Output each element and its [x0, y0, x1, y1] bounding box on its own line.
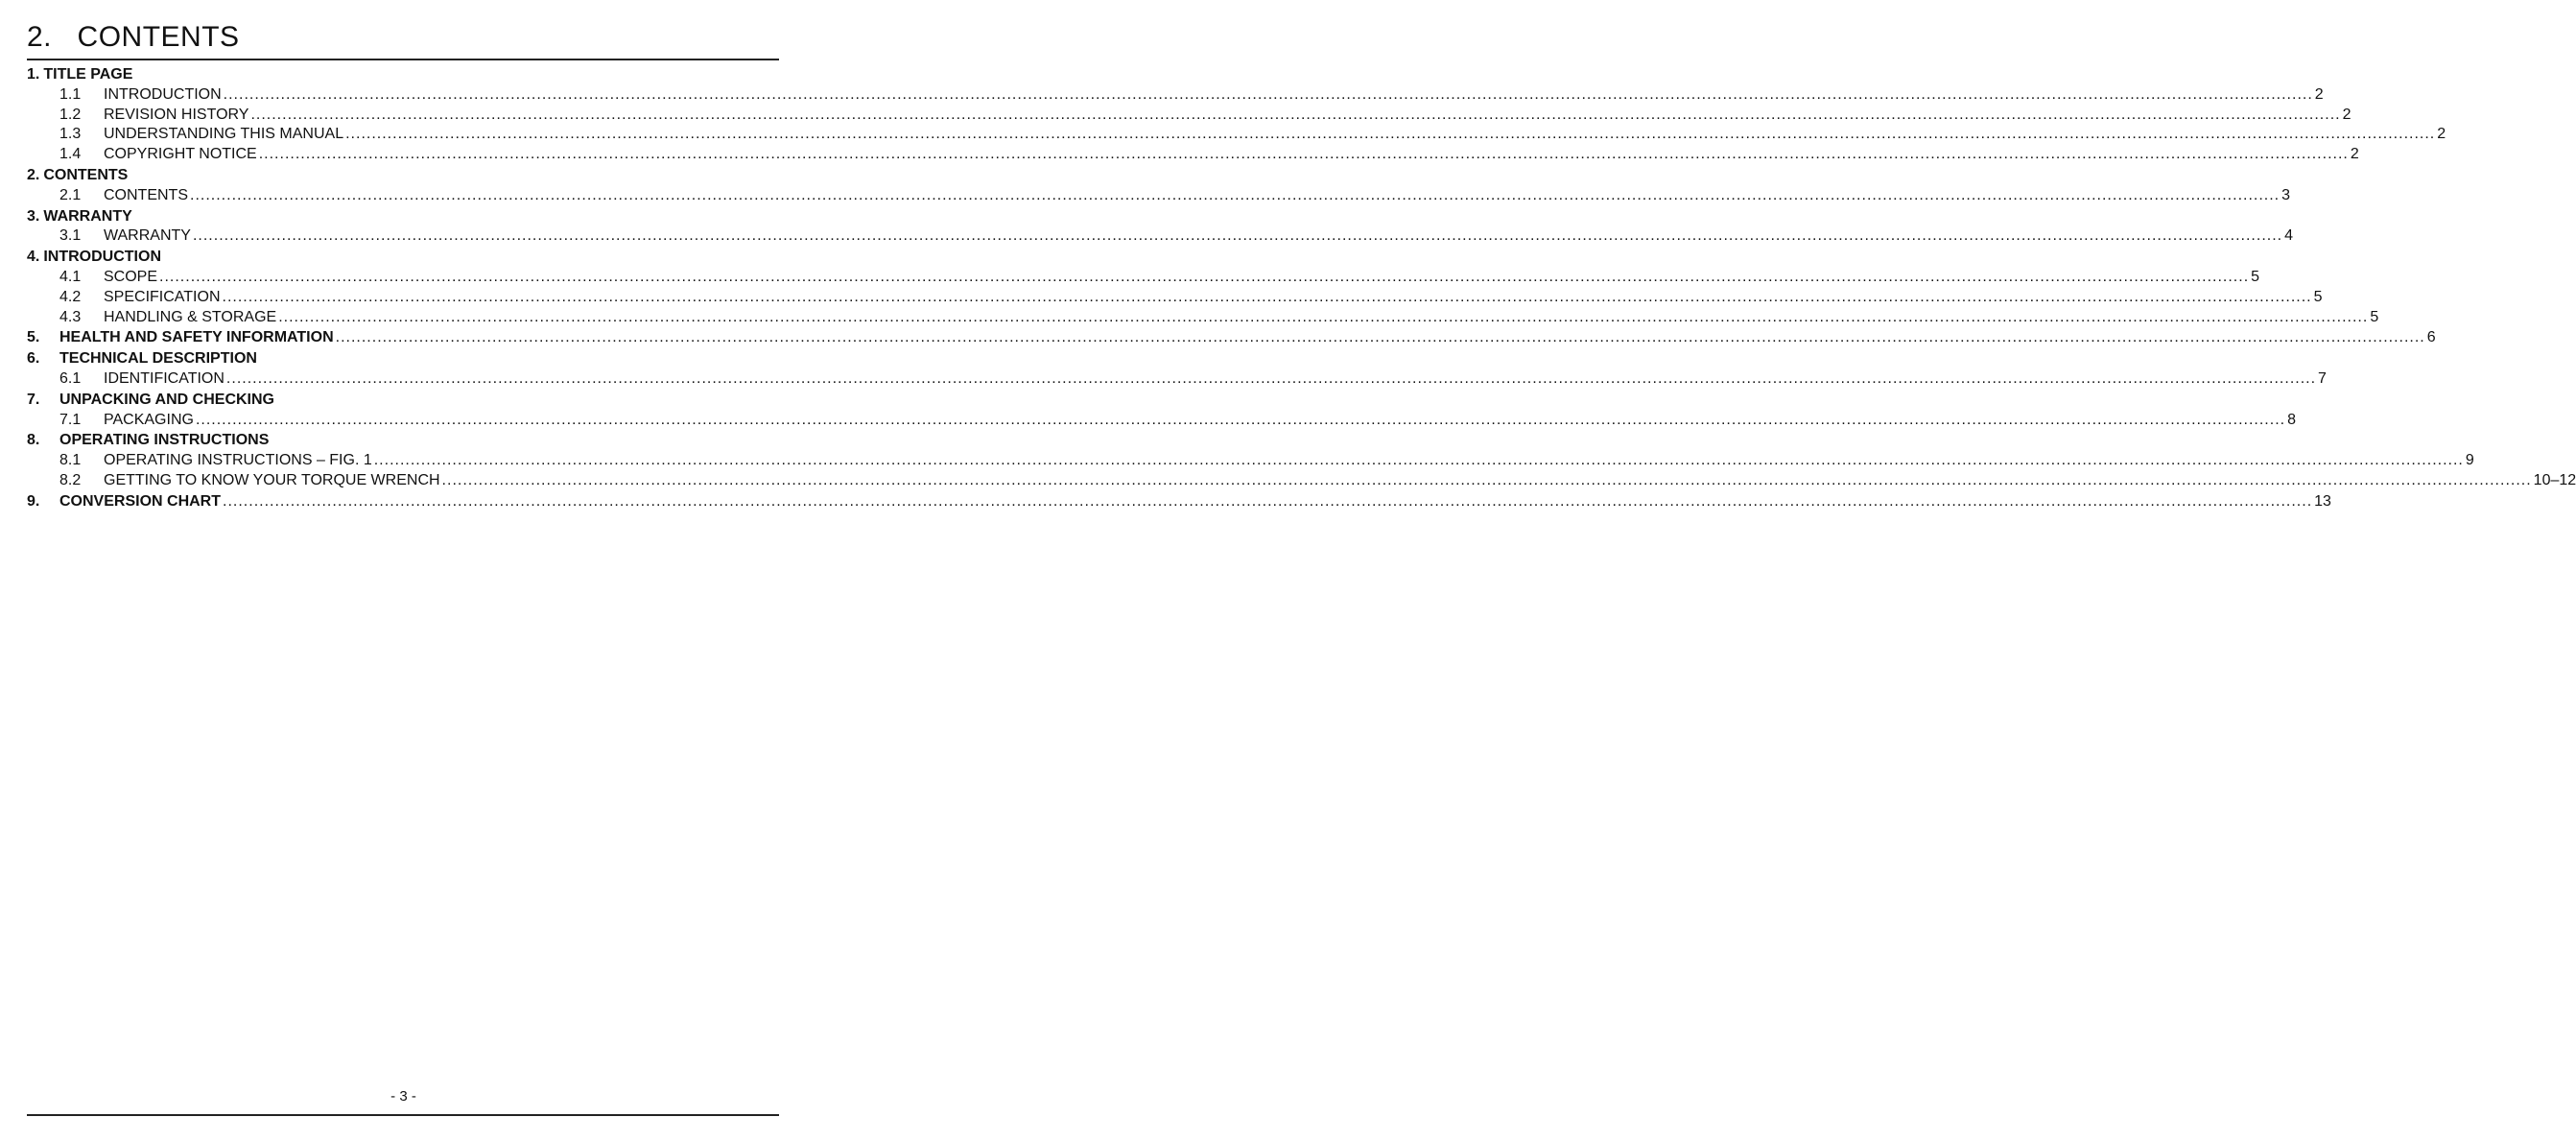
- toc-number: 1.: [27, 66, 40, 83]
- toc-dot-leader: ................................................................................................................................................................................................................................................................................................................................................................................................................: [441, 471, 2532, 488]
- toc-page-number: 9: [2465, 452, 2474, 469]
- toc-page-number: 7: [2318, 369, 2327, 387]
- toc-section-row: [27, 492, 2331, 512]
- page-number: - 3 -: [390, 1088, 416, 1105]
- toc-label: IDENTIFICATION: [104, 369, 225, 387]
- toc-page-number: 5: [2251, 268, 2260, 285]
- toc-label: CONTENTS: [43, 166, 129, 183]
- toc-number: 9.: [27, 492, 40, 510]
- toc-section-row: [27, 349, 777, 369]
- toc-label: CONVERSION CHART: [59, 492, 222, 510]
- toc-section-row: [27, 207, 777, 227]
- toc-number: 1.1: [59, 85, 82, 103]
- toc-number: 8.: [27, 432, 40, 449]
- toc-number: 3.1: [59, 227, 82, 245]
- toc-entry-row: [27, 268, 2260, 288]
- toc-label: SCOPE: [104, 268, 158, 285]
- toc-number: 8.2: [59, 471, 82, 488]
- page-title: 2. CONTENTS: [27, 21, 240, 53]
- toc-page-number: 10–12: [2533, 471, 2576, 488]
- toc-entry-row: [27, 85, 2324, 106]
- toc-dot-leader: ................................................................................................................................................................................................................................................................................................................................................................................................................: [345, 126, 2436, 143]
- toc-label: COPYRIGHT NOTICE: [104, 146, 257, 163]
- toc-dot-leader: ................................................................................................................................................................................................................................................................................................................................................................................................................: [192, 227, 2283, 245]
- toc-dot-leader: ................................................................................................................................................................................................................................................................................................................................................................................................................: [222, 288, 2312, 305]
- toc-number: 2.: [27, 166, 40, 183]
- toc-dot-leader: ................................................................................................................................................................................................................................................................................................................................................................................................................: [223, 492, 2313, 510]
- toc-label: SPECIFICATION: [104, 288, 221, 305]
- toc-page-number: 3: [2281, 186, 2291, 203]
- toc-label: TITLE PAGE: [43, 66, 133, 83]
- title-divider: [27, 59, 779, 60]
- toc-number: 2.1: [59, 186, 82, 203]
- toc-label: WARRANTY: [43, 207, 132, 225]
- toc-dot-leader: ................................................................................................................................................................................................................................................................................................................................................................................................................: [278, 308, 2369, 325]
- toc-number: 3.: [27, 207, 40, 225]
- toc-number: 1.2: [59, 106, 82, 123]
- toc-label: CONTENTS: [104, 186, 188, 203]
- toc-number: 4.2: [59, 288, 82, 305]
- toc-section-row: [27, 248, 777, 268]
- toc-page-number: 2: [2437, 126, 2446, 143]
- toc-entry-row: [27, 125, 2446, 145]
- toc-label: PACKAGING: [104, 411, 194, 428]
- toc-entry-row: [27, 451, 2474, 471]
- toc-page-number: 13: [2314, 492, 2331, 510]
- toc-entry-row: [27, 145, 2359, 165]
- table-of-contents: [27, 65, 2576, 512]
- toc-entry-row: [27, 106, 2351, 126]
- toc-number: 4.3: [59, 308, 82, 325]
- toc-dot-leader: ................................................................................................................................................................................................................................................................................................................................................................................................................: [190, 186, 2281, 203]
- toc-number: 6.1: [59, 369, 82, 387]
- toc-section-row: [27, 166, 777, 186]
- toc-dot-leader: ................................................................................................................................................................................................................................................................................................................................................................................................................: [373, 452, 2464, 469]
- toc-number: 4.1: [59, 268, 82, 285]
- toc-dot-leader: ................................................................................................................................................................................................................................................................................................................................................................................................................: [258, 146, 2349, 163]
- toc-page-number: 4: [2284, 227, 2293, 245]
- toc-entry-row: [27, 308, 2379, 328]
- toc-entry-row: [27, 471, 2576, 491]
- toc-page-number: 2: [2350, 146, 2359, 163]
- toc-label: INTRODUCTION: [104, 85, 222, 103]
- toc-label: HEALTH AND SAFETY INFORMATION: [59, 329, 334, 346]
- toc-section-row: [27, 65, 777, 85]
- toc-entry-row: [27, 369, 2327, 390]
- toc-number: 7.1: [59, 411, 82, 428]
- toc-label: OPERATING INSTRUCTIONS: [59, 432, 270, 449]
- toc-entry-row: [27, 288, 2323, 308]
- toc-entry-row: [27, 226, 2293, 247]
- toc-label: UNPACKING AND CHECKING: [59, 391, 274, 408]
- toc-entry-row: [27, 411, 2296, 431]
- toc-number: 6.: [27, 350, 40, 368]
- toc-dot-leader: ................................................................................................................................................................................................................................................................................................................................................................................................................: [250, 106, 2341, 123]
- toc-dot-leader: ................................................................................................................................................................................................................................................................................................................................................................................................................: [335, 329, 2425, 346]
- toc-label: OPERATING INSTRUCTIONS – FIG. 1: [104, 452, 372, 469]
- toc-page-number: 2: [2314, 85, 2324, 103]
- toc-number: 5.: [27, 329, 40, 346]
- toc-label: HANDLING & STORAGE: [104, 308, 277, 325]
- toc-number: 1.3: [59, 126, 82, 143]
- toc-page-number: 2: [2342, 106, 2351, 123]
- toc-entry-row: [27, 186, 2291, 206]
- footer-divider: [27, 1114, 779, 1116]
- toc-page-number: 8: [2287, 411, 2296, 428]
- toc-label: REVISION HISTORY: [104, 106, 249, 123]
- toc-page-number: 5: [2370, 308, 2379, 325]
- toc-label: UNDERSTANDING THIS MANUAL: [104, 126, 344, 143]
- toc-label: WARRANTY: [104, 227, 191, 245]
- toc-page-number: 6: [2426, 329, 2436, 346]
- toc-section-row: [27, 328, 2436, 348]
- toc-dot-leader: ................................................................................................................................................................................................................................................................................................................................................................................................................: [225, 369, 2317, 387]
- toc-dot-leader: ................................................................................................................................................................................................................................................................................................................................................................................................................: [159, 268, 2250, 285]
- toc-number: 8.1: [59, 452, 82, 469]
- toc-label: GETTING TO KNOW YOUR TORQUE WRENCH: [104, 471, 440, 488]
- toc-page-number: 5: [2313, 288, 2323, 305]
- toc-number: 1.4: [59, 146, 82, 163]
- toc-dot-leader: ................................................................................................................................................................................................................................................................................................................................................................................................................: [223, 85, 2313, 103]
- toc-number: 4.: [27, 249, 40, 266]
- toc-section-row: [27, 391, 777, 411]
- toc-number: 7.: [27, 391, 40, 408]
- toc-label: TECHNICAL DESCRIPTION: [59, 350, 257, 368]
- toc-label: INTRODUCTION: [43, 249, 161, 266]
- toc-section-row: [27, 431, 777, 451]
- toc-dot-leader: ................................................................................................................................................................................................................................................................................................................................................................................................................: [195, 411, 2286, 428]
